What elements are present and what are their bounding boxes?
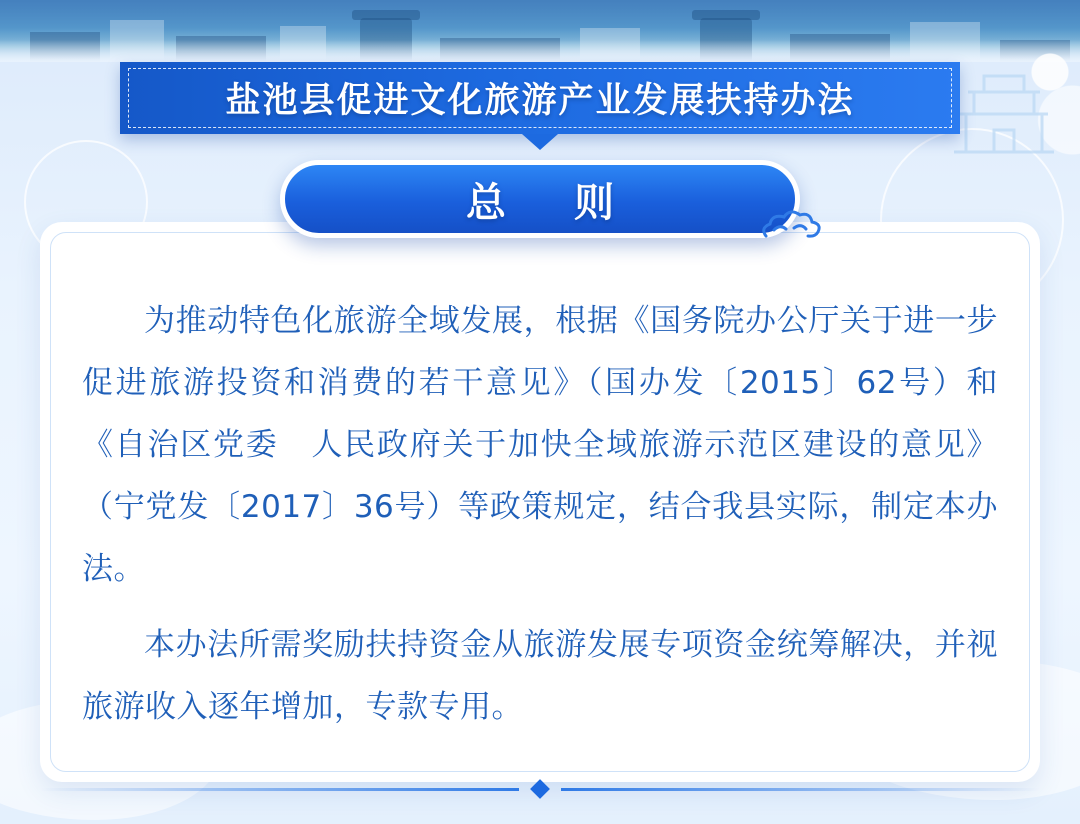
diamond-icon xyxy=(530,779,550,799)
section-heading-pill xyxy=(280,160,800,238)
cloud-icon xyxy=(758,208,828,244)
gate-tower-icon xyxy=(944,52,1064,162)
page-title: 盐池县促进文化旅游产业发展扶持办法 xyxy=(225,81,855,121)
strip-fade-overlay xyxy=(0,40,1080,62)
paragraph: 本办法所需奖励扶持资金从旅游发展专项资金统筹解决，并视旅游收入逐年增加，专款专用。 xyxy=(82,627,998,725)
footer-divider xyxy=(40,780,1040,798)
divider-line-left xyxy=(40,788,519,791)
paragraph: 为推动特色化旅游全域发展，根据《国务院办公厅关于进一步促进旅游投资和消费的若干意见》（国办发〔2015〕62号）和《自治区党委 人民政府关于加快全域旅游示范区建设的意见》（宁党发〔2017〕36号）等政策规定，结合我县实际，制定本办法。 xyxy=(82,303,998,587)
section-heading: 总 则 xyxy=(466,179,628,226)
header-photo-strip xyxy=(0,0,1080,62)
divider-line-right xyxy=(561,788,1040,791)
document-title-banner xyxy=(120,62,960,134)
document-body xyxy=(82,290,998,752)
banner-notch xyxy=(522,134,558,150)
